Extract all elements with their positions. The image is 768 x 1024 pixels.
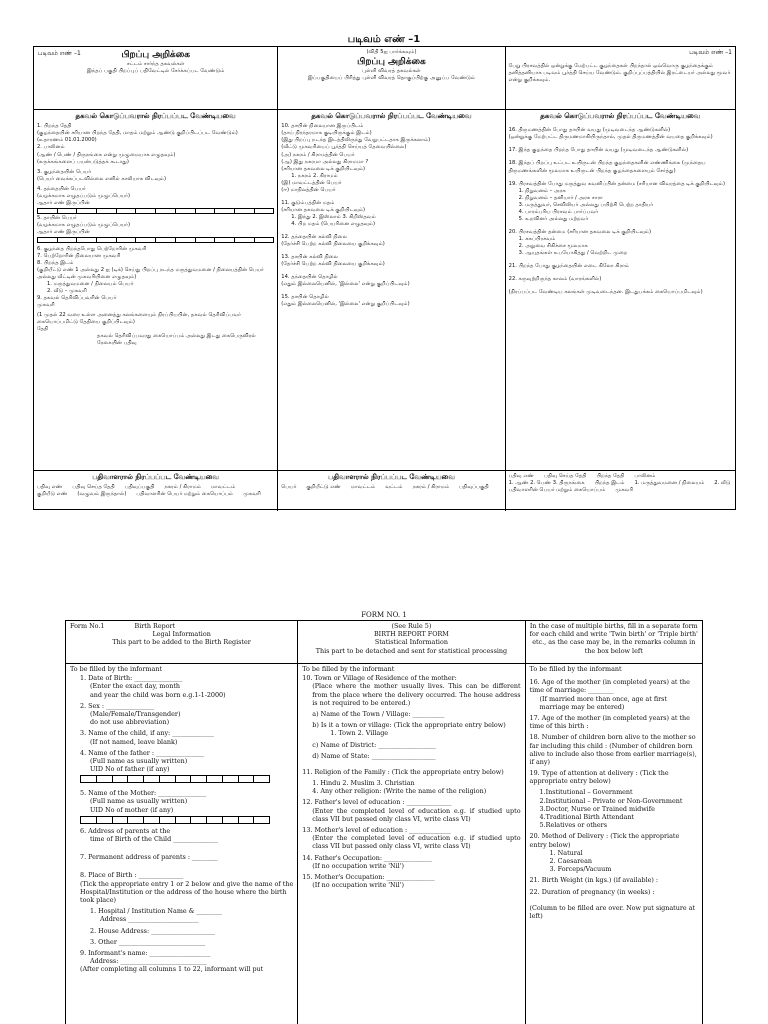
- tamil-col2-item: (ஈ) மாநிலத்தின் பெயர்: [281, 186, 336, 193]
- tamil-reg1-item: நகரம் / கிராமம்: [164, 484, 201, 491]
- tamil-reg1-item: பதிவுப்பகுதி: [124, 484, 155, 491]
- english-legal-sub2: This part to be added to the Birth Register: [112, 638, 251, 647]
- tamil-reg3-item: பதிவாளரின் பெயர் மற்றும் கையொப்பம்: [508, 487, 606, 494]
- mother-uid-boxes[interactable]: [80, 816, 270, 824]
- tamil-reg1-item: பதிவு செய்த தேதி: [72, 484, 115, 491]
- field-parents-address-birth-2[interactable]: time of Birth of the Child ______________: [90, 835, 218, 843]
- field-state[interactable]: d) Name of State: ____________________: [312, 751, 436, 760]
- options-religion[interactable]: 1. Hindu 2. Muslim 3. Christian: [312, 779, 415, 788]
- tamil-col1-item: 4. தந்தையின் பெயர்: [37, 185, 86, 192]
- tamil-col2-item: (எதும் இல்லையெனில், 'இல்லை' என்று குறிப்பிடவும்): [281, 300, 410, 307]
- hint-father-education: (Enter the completed level of education e.g. if studied upto class VII but passed only class VI, write class VI): [312, 806, 521, 823]
- tamil-col1-item: 5. தாயின் பெயர்: [37, 214, 77, 221]
- tamil-col3-item: (ஒன்றுக்கு மேற்பட்ட திருமணமாகியிருந்தால், முதல் திருமணத்தின் வயதை குறிக்கவும்): [508, 134, 713, 141]
- field-sex[interactable]: 2. Sex : _______________: [80, 701, 155, 710]
- english-body-row: [66, 664, 702, 1024]
- hint-dob: (Enter the exact day, month: [90, 682, 181, 691]
- tamil-col2-item: (எதும் இல்லையெனில், 'இல்லை' என்று குறிப்பிடவும்): [281, 280, 410, 287]
- label-method-delivery: 20. Method of Delivery : (Tick the appropriate entry below): [529, 832, 680, 849]
- tamil-stat-title: பிறப்பு அறிக்கை: [357, 57, 426, 68]
- field-birth-weight[interactable]: 21. Birth Weight (in kgs.) (if available) :: [529, 876, 659, 885]
- tamil-reg3-item: 1. ஆண் 2. பெண் 3. திருநங்கை: [508, 480, 585, 487]
- label-attention-delivery: 19. Type of attention at delivery : (Tick the appropriate entry below): [529, 769, 669, 786]
- tamil-reg-col3: [506, 471, 735, 511]
- field-informant-address[interactable]: Address: ___________________________: [90, 957, 207, 966]
- english-header-row: [66, 621, 702, 664]
- tamil-reg3-item: பதிவு எண்: [508, 473, 535, 479]
- tamil-col1-item: (1 முதல் 22 வரை உள்ள அனைத்து கலங்களையும் நிரப்பியபின், தகவல் தெரிவிப்பவர் கையொப்பமிட்டு தேதியை குறிப்பிடவும்): [37, 311, 241, 325]
- tamil-col1-item: (சுருக்கங்களைப் பயன்படுத்தக் கூடாது): [37, 158, 129, 165]
- english-stat-sub1: Statistical Information: [374, 638, 448, 647]
- tamil-col3-item: 4. பாரம்பரிய பிரசவம் பார்ப்பவர்: [518, 208, 599, 215]
- tamil-reg2-item: வட்டம்: [385, 484, 403, 491]
- tamil-col3: [506, 110, 735, 470]
- tamil-reg1-item: குறியீடு எண்: [37, 491, 68, 498]
- tamil-col2-item: (இ) மாவட்டத்தின் பெயர்: [281, 179, 342, 186]
- tamil-col3-item: 3. மருத்துவர், செவிலியர் அல்லது பயிற்சி பெற்ற தாதியர்: [518, 201, 654, 208]
- hint-informant-signature: (After completing all columns 1 to 22, informant will put: [80, 965, 264, 974]
- tamil-reg3-item: பிறந்த இடம்: [594, 480, 625, 487]
- field-mother-age-birth[interactable]: 17. Age of the mother (in completed years) at the time of this birth :: [529, 713, 690, 731]
- english-stat-sub2: This part to be detached and sent for statistical processing: [315, 646, 508, 655]
- tamil-stat-header: [278, 47, 505, 109]
- tamil-reg3-item: 2. வீடு: [714, 480, 731, 487]
- tamil-col2-item: (அ) நகரம் / கிராமத்தின் பெயர்: [281, 151, 355, 158]
- english-form-no: Form No.1: [70, 622, 105, 630]
- tamil-col1: [34, 110, 278, 470]
- tamil-col3-item: 1. சுகப்பிரசவம்: [518, 235, 556, 242]
- label-town-or-village: b) Is it a town or village: (Tick the appropriate entry below): [312, 721, 506, 730]
- tamil-col3-item: 18. இந்தப் பிறப்பு உட்பட உயிருடன் பிறந்த குழந்தைகளின் எண்ணிக்கை (முந்தைய திருமணங்களின் மூலமாக உயிருடன் பிறந்த குழந்தைகளையும் சேர்த்து): [508, 160, 706, 174]
- tamil-col1-item: 2. வீடு – முகவரி: [47, 287, 87, 294]
- field-town-village-name[interactable]: a) Name of the Town / Village: __________: [312, 709, 445, 718]
- tamil-col1-item: 8. பிறந்த இடம்: [37, 259, 74, 266]
- tamil-form-no-left: படிவம் எண் –1: [38, 50, 81, 57]
- hint-mother-age-marriage: (If married more than once, age at first marriage may be entered): [539, 694, 667, 711]
- tamil-col2-item: (ஆ) இது நகரமா அல்லது கிராமமா ?: [281, 158, 369, 165]
- label-mother-uid: UID No of mother (if any): [90, 805, 174, 814]
- tamil-col3-item: 22. கருவுற்றிருந்த காலம் (வாரங்களில்): [508, 275, 602, 282]
- tamil-col1-item: (வழக்கமாக எழுதப்படும் முழுப்பெயர்): [37, 221, 131, 228]
- options-town-village[interactable]: 1. Town 2. Village: [330, 729, 389, 738]
- tamil-col1-item: (குறியீட்டு எண் 1 அல்லது 2 ஐ (டிக்) செய்து பிறப்பு நடந்த மருத்துவமனை / நிலையத்தின் பெயர் அல்லது வீட்டின் முகவரியினை எழுதவும்): [37, 266, 264, 280]
- field-father-name[interactable]: 4. Name of the father : _______________: [80, 748, 204, 757]
- tamil-informant-header-2: தகவல் கொடுப்பவரால் நிரப்பப்பட வேண்டியவை: [311, 112, 472, 120]
- hint-child-name: (If not named, leave blank): [90, 737, 178, 746]
- english-legal-title: Birth Report: [134, 622, 176, 630]
- field-other-place[interactable]: 3. Other ___________________________: [90, 937, 206, 946]
- hint-mother-residence: (Place where the mother usually lives. This can be different from the place where the delivery occurred. The house address is not required to be entered.): [312, 682, 521, 707]
- tamil-col2-item: (தாய் நிரந்தரமாக குடியிருக்கும் இடம்): [281, 130, 372, 137]
- label-mother-residence: 10. Town or Village of Residence of the mother:: [302, 674, 457, 683]
- tamil-col3-item: 2. அறுவை சிகிச்சை மூலமாக: [518, 242, 588, 249]
- tamil-col2-item: (தேர்ச்சி பெற்ற கல்வி நிலையை குறிக்கவும்): [281, 240, 385, 247]
- tamil-col2-item: 13. தாயின் கல்வி நிலை: [281, 253, 338, 260]
- hint-sex-abbrev: do not use abbreviation): [90, 718, 170, 727]
- tamil-reg3-item: முகவரி: [615, 487, 634, 494]
- tamil-stat-rule: (விதி 5ஐ பார்க்கவும்): [366, 49, 417, 55]
- tamil-col1-item: தேதி: [37, 325, 49, 332]
- field-pregnancy-duration[interactable]: 22. Duration of pregnancy (in weeks) :: [529, 887, 655, 896]
- tamil-col1-item: தகவல் தெரிவிப்பவரது கையொப்பம் அல்லது இடது கைபெருவிரல் ரேகையின் பதிவு: [97, 332, 256, 346]
- tamil-multiple-birth-note: [506, 47, 735, 109]
- hint-place-of-birth: (Tick the appropriate entry 1 or 2 below and give the name of the Hospital/Institution or the address of the house where the birth took place): [80, 879, 294, 904]
- tamil-col2-item: 1. இந்து 2. இஸ்லாம் 3. கிறிஸ்தவம்: [291, 213, 376, 220]
- field-permanent-address[interactable]: 7. Permanent address of parents : ________: [80, 853, 218, 862]
- field-informant-name[interactable]: 9. Informant's name: ___________________: [80, 948, 211, 957]
- tamil-col1-item: ஆதார் எண் இருப்பின்: [37, 199, 90, 206]
- tamil-stat-sub2: இப்பகுதியைப் பிரித்து புள்ளி விவரத் தொகுப்பிற்கு அனுப்ப வேண்டும்: [307, 75, 476, 82]
- english-col1: [66, 664, 298, 1024]
- tamil-reg3-item: 1. மருத்துவமனை / நிலையம்: [634, 480, 705, 487]
- field-parents-address-birth[interactable]: 6. Address of parents at the: [80, 826, 171, 835]
- tamil-informant-header-3: தகவல் கொடுப்பவரால் நிரப்பப்பட வேண்டியவை: [540, 112, 701, 120]
- field-hospital-name[interactable]: 1. Hospital / Institution Name & ________: [90, 907, 222, 916]
- tamil-reg3-item: பிறந்த தேதி: [596, 473, 625, 479]
- tamil-col2-item: (தேர்ச்சி பெற்ற கல்வி நிலையை குறிக்கவும்): [281, 260, 385, 267]
- tamil-col3-item: 2. நிறுவனம் – தனியார் / அரசு சாரா: [518, 194, 603, 201]
- tamil-col2-item: (சரியான தகவலை டிக் குறியிடவும்): [281, 206, 366, 213]
- tamil-legal-sub1: சட்டம் சார்ந்த தகவல்கள்: [126, 61, 185, 68]
- option-method-1[interactable]: 1. Natural: [549, 848, 583, 857]
- tamil-col3-item: 1. நிறுவனம் – அரசு: [518, 187, 566, 194]
- tamil-col3-item: 21. பிறந்த போது குழந்தையின் எடை கிலோ கிராம்: [508, 262, 630, 269]
- field-father-education[interactable]: 12. Father's level of education : ______________: [302, 798, 452, 807]
- english-legal-sub1: Legal Information: [152, 630, 211, 639]
- option-method-3[interactable]: 3. Forceps/Vacuum: [549, 865, 612, 874]
- tamil-col1-item: 1. மருத்துவமனை / நிலையம் பெயர்: [47, 280, 134, 287]
- note-columns-over: (Column to be filled are over. Now put signature at left): [529, 903, 696, 920]
- tamil-registrar-header-1: பதிவாளரால் நிரப்பப்பட வேண்டியவை: [92, 473, 220, 481]
- field-child-name[interactable]: 3. Name of the child, if any: _____________: [80, 729, 214, 738]
- english-multiple-birth-note: In the case of multiple births, fill in a separate form for each child and write 'Twin birth' or 'Triple birth' etc., as the case may be, in the remarks column in the box below left: [529, 622, 698, 655]
- tamil-registrar-header-2: பதிவாளரால் நிரப்பப்பட வேண்டியவை: [328, 473, 455, 481]
- tamil-reg2-item: பெயர்: [281, 484, 297, 491]
- tamil-page-title: படிவம் எண் –1: [347, 34, 421, 45]
- tamil-reg2-item: குறியீட்டு எண்: [306, 484, 341, 491]
- tamil-col2-item: (இது பிறப்பு நடந்த இடத்திலிருந்து வேறுபட்டதாக இருக்கலாம்): [281, 137, 431, 144]
- tamil-col1-item: 6. குழந்தை பிறந்தபோது பெற்றோரின் முகவரி: [37, 245, 147, 252]
- english-birth-report-form: [65, 620, 703, 1024]
- english-stat-title: BIRTH REPORT FORM: [373, 630, 449, 639]
- english-stat-header: [298, 621, 525, 663]
- tamil-reg-col1: [34, 471, 278, 511]
- tamil-col3-item: (நிரப்பப்பட வேண்டிய கலங்கள் முடிவடைந்தன. இடதுபக்கம் கையொப்பமிடவும்): [508, 288, 703, 295]
- tamil-reg2-item: நகரம் / கிராமம்: [412, 484, 450, 491]
- tamil-informant-header-1: தகவல் கொடுப்பவரால் நிரப்பப்பட வேண்டியவை: [75, 112, 236, 120]
- tamil-reg1-item: மாவட்டம்: [211, 484, 236, 491]
- hint-father-occupation: (If no occupation write 'Nil'): [312, 861, 404, 870]
- tamil-col2-item: 10. தாயின் நிலையான இருப்பிடம்: [281, 123, 364, 130]
- english-legal-header: [66, 621, 298, 663]
- tamil-reg-col2: [278, 471, 505, 511]
- field-mother-occupation[interactable]: 15. Mother's Occupation: _______________: [302, 872, 435, 881]
- tamil-col2-item: 4. பிற மதம் (பெயரினை எழுதவும்): [291, 220, 376, 227]
- tamil-col3-item: 16. திருமணத்தின் போது தாயின் வயது (முடிவடைந்த ஆண்டுகளில்): [508, 127, 671, 134]
- hint-mother-occupation: (If no occupation write 'Nil'): [312, 881, 404, 890]
- hint-father-name: (Full name as usually written): [90, 756, 188, 765]
- tamil-legal-sub2: இந்தப் பகுதி பிறப்புப் பதிவேட்டில் சேர்க்கப்பட வேண்டும்: [86, 68, 225, 75]
- option-attention-5[interactable]: 5.Relatives or others: [539, 821, 607, 830]
- tamil-multiple-birth-text: பேறு பிரசவத்தில் ஒன்றுக்கு மேற்பட்ட குழந்தைகள் பிறந்தால் ஒவ்வொரு குழந்தைக்கும் தனித்தனியாக படிவம் பூர்த்தி செய்ய வேண்டும். குறிப்புப்பத்தியில் இரட்டையர் அல்லது மூவர் என்று குறிக்கவும்.: [508, 63, 731, 84]
- english-informant-header-1: To be filled by the informant: [70, 665, 163, 673]
- tamil-col2-item: 12. தந்தையின் கல்வி நிலை: [281, 233, 347, 240]
- tamil-col2-item: (சரியான தகவலை டிக் குறியிடவும்): [281, 165, 366, 172]
- option-method-2[interactable]: 2. Caesarean: [549, 856, 593, 865]
- tamil-col3-item: 19. பிரசவத்தின் போது மருத்துவ கவனிப்பின் தன்மை (சரியான விவரத்தை டிக் குறியிடவும்): [508, 180, 725, 187]
- tamil-col2-item: (வீட்டு முகவரியைப் பூர்த்தி செய்யத் தேவையில்லை): [281, 144, 407, 151]
- tamil-header-row: [34, 47, 735, 110]
- english-col3: [526, 664, 702, 1024]
- option-attention-3[interactable]: 3.Doctor, Nurse or Trained midwife: [539, 804, 655, 813]
- tamil-reg1-item: (வழுவம் இருந்தால்): [77, 491, 127, 498]
- tamil-stat-sub1: புள்ளி விவரத் தகவல்கள்: [362, 68, 421, 75]
- option-attention-4[interactable]: 4.Traditional Birth Attendant: [539, 813, 634, 821]
- tamil-legal-title: பிறப்பு அறிக்கை: [121, 50, 190, 60]
- tamil-reg1-item: முகவரி: [243, 491, 261, 498]
- tamil-col3-item: 20. பிரசவத்தின் தன்மை (சரியான தகவலை டிக் குறியிடவும்): [508, 228, 652, 235]
- tamil-reg1-item: பதிவு எண்: [37, 484, 63, 491]
- tamil-col2-item: 11. குடும்பத்தின் மதம்: [281, 199, 335, 206]
- tamil-col1-item: 1. பிறந்த தேதி: [37, 123, 72, 130]
- tamil-col3-item: 17. இந்த குழந்தை பிறந்த போது தாயின் வயது (முடிவடைந்த ஆண்டுகளில்): [508, 147, 689, 154]
- field-place-of-birth[interactable]: 8. Place of Birth : ______________: [80, 871, 184, 880]
- tamil-col3-item: 3. ஆயுதங்கள் உபயோகித்து / வெற்றிட முறை: [518, 249, 628, 256]
- tamil-form-no-right: படிவம் எண் –1: [689, 49, 732, 56]
- tamil-col2-item: 15. தாயின் தொழில்: [281, 293, 329, 300]
- hint-sex: (Male/Female/Transgender): [90, 709, 181, 718]
- field-hospital-address[interactable]: Address ______________________: [100, 915, 199, 924]
- label-religion: 11. Religion of the Family : (Tick the appropriate entry below): [302, 767, 504, 776]
- english-informant-header-3: To be filled by the informant: [529, 665, 622, 673]
- tamil-registrar-row: [34, 470, 735, 511]
- tamil-col1-item: (பெயர் வைக்கப்படவில்லை எனில் காலியாக விடவும்): [37, 175, 166, 182]
- tamil-col1-item: (குழந்தையின் சரியான பிறந்த தேதி, மாதம் மற்றும் ஆண்டு குறிப்பிடப்பட வேண்டும்): [37, 130, 238, 137]
- tamil-legal-header: [34, 47, 278, 109]
- tamil-col2-item: 1. நகரம் 2. கிராமம்: [291, 172, 338, 179]
- father-uid-boxes[interactable]: [80, 775, 270, 783]
- field-district[interactable]: c) Name of District: __________________: [312, 740, 436, 749]
- tamil-col1-item: 3. குழந்தையின் பெயர்: [37, 168, 92, 175]
- tamil-body-row: [34, 110, 735, 470]
- tamil-reg2-item: மாவட்டம்: [350, 484, 376, 491]
- tamil-col1-item: (உதாரணம் 01.01.2000): [37, 137, 97, 144]
- tamil-father-uid-boxes[interactable]: [37, 208, 274, 214]
- hint-dob-example: and year the child was born e.g.1-1-2000): [90, 690, 226, 699]
- english-col2: [298, 664, 525, 1024]
- hint-mother-education: (Enter the completed level of education e.g. if studied upto class VII but passed only class VI, write class VI): [312, 834, 521, 851]
- tamil-birth-report-form: [33, 46, 736, 510]
- english-stat-rule: (See Rule 5): [391, 622, 432, 630]
- tamil-col1-item: (ஆண் / பெண் / திருநங்கை என்று முழுமையாக எழுதவும்): [37, 151, 176, 158]
- tamil-col1-item: 2. பாலினம்: [37, 144, 65, 151]
- tamil-col3-item: 5. உறவினர் அல்லது மற்றவர்: [518, 215, 589, 222]
- tamil-col2-item: 14. தந்தையின் தொழில்: [281, 273, 338, 280]
- option-attention-2[interactable]: 2.Institutional – Private or Non-Government: [539, 796, 683, 805]
- tamil-reg3-item: பதிவு செய்த தேதி: [544, 473, 587, 479]
- field-children-born-alive[interactable]: 18. Number of children born alive to the mother so far including this child : (Number of children born alive to include also those from earlier marriage(s), if any): [529, 733, 697, 766]
- tamil-col1-item: (வழக்கமாக எழுதப்படும் முழுப்பெயர்): [37, 192, 131, 199]
- hint-mother-name: (Full name as usually written): [90, 797, 188, 806]
- field-other-religion[interactable]: 4. Any other religion: (Write the name of the religion): [312, 787, 487, 796]
- tamil-col1-item: 7. பெற்றோரின் நிலையான முகவரி: [37, 252, 121, 259]
- field-house-address[interactable]: 2. House Address: ____________________: [90, 926, 216, 935]
- tamil-col1-item: 9. தகவல் தெரிவிப்பவரின் பெயர்: [37, 294, 117, 301]
- option-attention-1[interactable]: 1.Institutional – Government: [539, 788, 633, 797]
- tamil-col1-item: ஆதார் எண் இருப்பின்: [37, 228, 90, 235]
- tamil-reg2-item: பதிவுப்பகுதி: [459, 484, 489, 491]
- english-page-title: FORM NO. 1: [361, 611, 407, 619]
- field-mother-name[interactable]: 5. Name of the Mother: _______________: [80, 789, 207, 798]
- tamil-reg3-item: பாலினம்: [634, 473, 656, 479]
- tamil-mother-uid-boxes[interactable]: [37, 237, 274, 243]
- field-father-occupation[interactable]: 14. Father's Occupation: _______________: [302, 853, 432, 862]
- field-mother-education[interactable]: 13. Mother's level of education : _____________: [302, 826, 451, 834]
- tamil-col2: [278, 110, 505, 470]
- tamil-reg1-item: பதிவாளரின் பெயர் மற்றும் கையொப்பம்: [136, 491, 234, 498]
- english-informant-header-2: To be filled by the informant: [302, 665, 395, 673]
- label-father-uid: UID No of father (if any): [90, 765, 170, 774]
- field-date-of-birth[interactable]: 1. Date of Birth: _______________: [80, 674, 183, 683]
- field-mother-age-marriage[interactable]: 16. Age of the mother (in completed years) at the time of marriage: ________: [529, 678, 690, 695]
- tamil-col1-item: முகவரி: [37, 301, 55, 308]
